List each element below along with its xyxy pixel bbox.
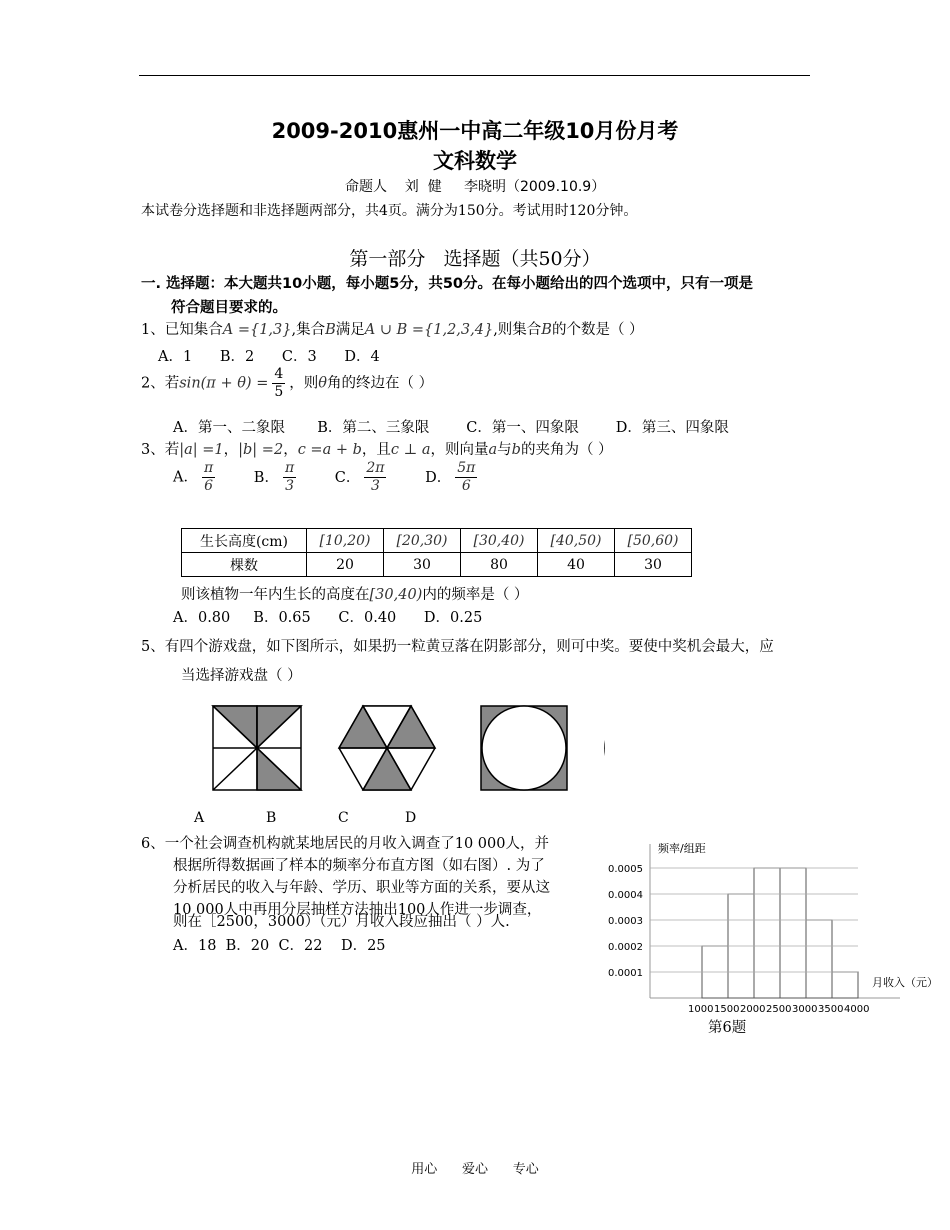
q2-expression: sin(π + θ) =: [179, 375, 269, 392]
q3-opt-d: D．: [425, 469, 452, 486]
q6-line-2: 根据所得数据画了样本的频率分布直方图（如右图）. 为了: [173, 858, 545, 874]
q3-opt-d-frac: [455, 460, 477, 495]
q3-opt-b-num: π: [284, 460, 295, 476]
q4-stem: [181, 583, 528, 604]
q3-opt-b-frac: [283, 460, 296, 495]
q3-opt-c: C．: [334, 469, 361, 486]
x-tick-label: 1500: [714, 1004, 740, 1013]
histogram-bar: [754, 868, 780, 998]
q3-stem-mid: ，且: [361, 442, 391, 458]
q2-frac-num: 4: [274, 366, 284, 382]
part-heading: 第一部分 选择题（共50分）: [349, 248, 601, 270]
section-line-2: 符合题目要求的。: [171, 300, 287, 316]
q3-stem-mid2: ，则向量: [430, 442, 489, 458]
q6-line-3: 分析居民的收入与年龄、学历、职业等方面的关系，要从这: [173, 880, 550, 896]
x-tick-label: 1000: [688, 1004, 714, 1013]
q3-stem-pre: 3、若: [141, 442, 180, 458]
label-a: A: [194, 810, 205, 826]
q3-stem-tail: 的夹角为（ ）: [520, 442, 613, 458]
q2-stem-tail: 角的终边在（ ）: [327, 375, 434, 392]
y-tick-label: 0.0004: [608, 890, 643, 901]
table-cell: [50,60): [615, 529, 692, 553]
q6-line-5: 则在［2500，3000）（元）月收入段应抽出（ ）人.: [173, 914, 510, 930]
x-axis-label: 月收入（元）: [872, 976, 938, 989]
exam-intro: 本试卷分选择题和非选择题两部分，共4页。满分为150分。考试用时120分钟。: [141, 203, 638, 219]
figure-caption: 第6题: [708, 1020, 747, 1036]
q1-stem-mid2: 满足: [335, 322, 365, 338]
q3-opt-a-frac: [202, 460, 215, 495]
table-cell: 40: [538, 553, 615, 577]
q3-sep: ，: [223, 442, 239, 458]
q2-stem-post: ，则: [289, 375, 319, 392]
q4-interval: [30,40): [369, 587, 423, 603]
q3-opt-c-num: 2π: [366, 460, 385, 476]
q2-stem-pre: 2、若: [141, 375, 180, 392]
q3-a-abs: |a| =1: [179, 442, 224, 458]
x-tick-label: 2000: [740, 1004, 766, 1013]
table-cell: [30,40): [461, 529, 538, 553]
histogram-bar: [780, 868, 806, 998]
q5-stem-line-1: 5、有四个游戏盘，如下图所示，如果扔一粒黄豆落在阴影部分，则可中奖。要使中奖机会最大，应: [141, 639, 774, 655]
label-d: D: [405, 810, 417, 826]
q3-with: 与: [497, 442, 512, 458]
q3-opt-a: A．: [173, 469, 198, 486]
q1-set-a: A ={1,3}: [222, 322, 292, 338]
q3-opt-a-num: π: [203, 460, 214, 476]
q1-stem-pre: 1、已知集合: [141, 322, 223, 338]
q3-c-def: c =a + b: [297, 442, 362, 458]
q3-opt-b-den: 3: [285, 478, 295, 494]
q1-options: A．1 B．2 C．3 D．4: [158, 349, 380, 365]
table-cell: [40,50): [538, 529, 615, 553]
growth-table-row: [182, 553, 692, 577]
table-cell: 20: [307, 553, 384, 577]
game-board-c: [481, 706, 567, 790]
q4-options: A．0.80 B．0.65 C．0.40 D．0.25: [173, 610, 483, 626]
q3-perp: c ⊥ a: [390, 442, 431, 458]
q2-fraction: [272, 366, 285, 401]
x-tick-label: 2500: [766, 1004, 792, 1013]
q3-opt-b: B．: [253, 469, 279, 486]
q3-opt-a-den: 6: [204, 478, 214, 494]
q1-set-b-2: B: [541, 322, 552, 338]
table-cell: 棵数: [182, 553, 307, 577]
section-line-1: 一. 选择题：本大题共10小题，每小题5分，共50分。在每小题给出的四个选项中，只有一项是: [141, 276, 753, 292]
income-histogram: [600, 838, 940, 1013]
q5-stem-line-2: 当选择游戏盘（ ）: [181, 668, 302, 684]
growth-table: [181, 528, 692, 577]
q3-vec-b: b: [511, 442, 521, 458]
label-b: B: [266, 810, 277, 826]
histogram-bar: [832, 972, 858, 998]
question-1: [141, 318, 644, 339]
game-board-b: [339, 706, 435, 790]
table-cell: 80: [461, 553, 538, 577]
q3-opt-c-den: 3: [370, 478, 380, 494]
section-instructions: [141, 272, 821, 320]
q1-stem-tail: 的个数是（ ）: [551, 322, 644, 338]
table-cell: 30: [615, 553, 692, 577]
table-cell: 30: [384, 553, 461, 577]
table-cell: [10,20): [307, 529, 384, 553]
q1-stem-mid: ,集合: [291, 322, 326, 338]
table-cell: [20,30): [384, 529, 461, 553]
exam-authors: 命题人 刘 健 李晓明（2009.10.9）: [345, 179, 606, 195]
histogram-bar: [806, 920, 832, 998]
q3-opt-c-frac: [364, 460, 386, 495]
q3-opt-d-den: 6: [461, 478, 471, 494]
q1-set-b: B: [325, 322, 336, 338]
q6-line-4: 10 000人中再用分层抽样方法抽出100人作进一步调查，: [173, 902, 542, 918]
q2-options: A．第一、二象限 B．第二、三象限 C．第一、四象限 D．第三、四象限: [173, 420, 729, 436]
page-footer: 用心 爱心 专心: [411, 1162, 539, 1177]
game-boards: [205, 700, 605, 800]
q6-options: A．18 B．20 C．22 D．25: [173, 938, 386, 954]
q2-frac-den: 5: [274, 384, 284, 400]
question-2: [141, 366, 433, 401]
exam-title: 2009-2010惠州一中高二年级10月份月考: [271, 119, 679, 143]
y-tick-label: 0.0002: [608, 942, 643, 953]
question-3: 3、若|a| =1，|b| =2，c =a + b，且c ⊥ a，则向量a与b的夹角为（ ）: [141, 442, 613, 458]
q4-stem-post: 内的频率是（ ）: [422, 587, 529, 603]
exam-subtitle: 文科数学: [433, 149, 517, 173]
y-tick-label: 0.0005: [608, 864, 643, 875]
q4-stem-pre: 则该植物一年内生长的高度在: [181, 587, 370, 603]
q2-theta: θ: [318, 375, 328, 392]
game-board-a: [213, 706, 301, 790]
y-axis-label: 频率/组距: [658, 842, 706, 855]
q3-options: [173, 460, 481, 495]
x-tick-label: 3500: [818, 1004, 844, 1013]
x-tick-label: 3000: [792, 1004, 818, 1013]
table-cell: 生长高度(cm): [182, 529, 307, 553]
label-c: C: [338, 810, 349, 826]
q1-union: A ∪ B ={1,2,3,4}: [364, 322, 494, 338]
q6-line-1: 6、一个社会调查机构就某地居民的月收入调查了10 000人，并: [141, 836, 549, 852]
y-tick-label: 0.0001: [608, 968, 643, 979]
header-rule: [139, 75, 810, 76]
q3-vec-a: a: [488, 442, 498, 458]
q1-stem-post: ,则集合: [493, 322, 542, 338]
x-tick-label: 4000: [844, 1004, 870, 1013]
y-tick-label: 0.0003: [608, 916, 643, 927]
q3-opt-d-num: 5π: [457, 460, 476, 476]
q3-b-abs: |b| =2: [238, 442, 284, 458]
growth-table-header: [182, 529, 692, 553]
